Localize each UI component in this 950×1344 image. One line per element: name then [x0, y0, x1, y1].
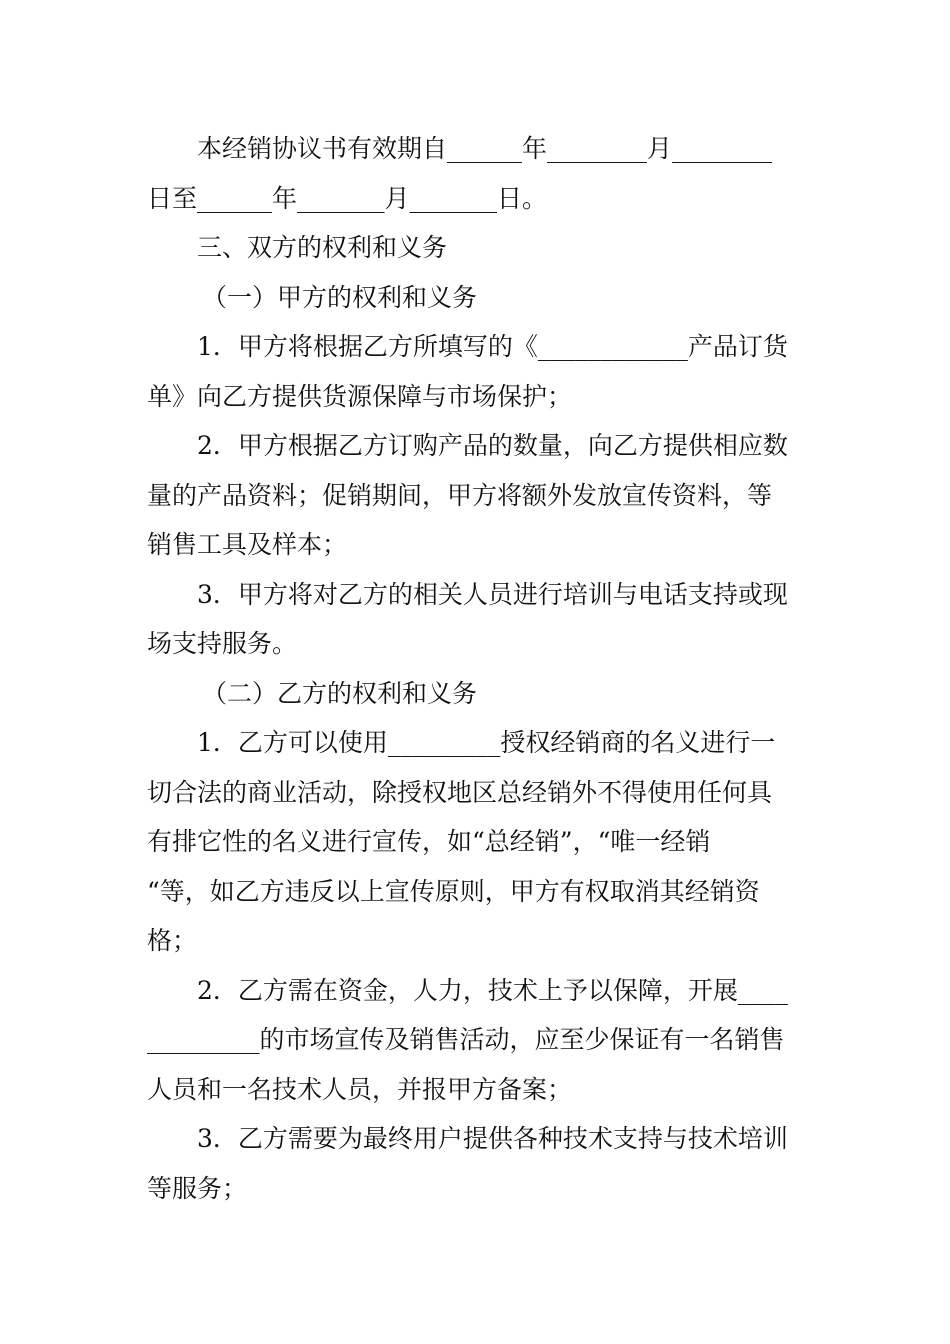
paragraph-a1	[147, 322, 807, 421]
text-line: 1．甲方将根据乙方所填写的《____________产品订货	[197, 332, 788, 361]
text-line: 单》向乙方提供货源保障与市场保护；	[147, 381, 573, 411]
text-line: 1．乙方可以使用_________授权经销商的名义进行一	[197, 728, 776, 757]
text-line: 等服务；	[147, 1173, 248, 1203]
subsection-heading-party-b	[147, 669, 807, 719]
text-line: 格；	[147, 926, 198, 955]
text-line: _________的市场宣传及销售活动，应至少保证有一名销售	[147, 1025, 785, 1054]
text-line: 2．乙方需在资金，人力，技术上予以保障，开展____	[197, 975, 788, 1005]
text-line: 日至______年_______月_______日。	[147, 183, 548, 213]
text-line: 三、双方的权利和义务	[197, 233, 448, 262]
text-line: 有排它性的名义进行宣传，如“总经销”，“唯一经销	[147, 827, 711, 856]
text-line: 3．甲方将对乙方的相关人员进行培训与电话支持或现	[197, 579, 788, 609]
text-line: 场支持服务。	[147, 629, 298, 658]
paragraph-a3	[147, 570, 807, 669]
text-line: （一）甲方的权利和义务	[202, 282, 478, 312]
document-page	[147, 124, 807, 1213]
subsection-heading-party-a	[147, 273, 807, 323]
paragraph-b1	[147, 718, 807, 966]
text-line: （二）乙方的权利和义务	[202, 678, 478, 708]
text-line: 本经销协议书有效期自______年________月________	[197, 134, 773, 163]
text-line: 2．甲方根据乙方订购产品的数量，向乙方提供相应数	[197, 431, 788, 460]
text-line: 人员和一名技术人员，并报甲方备案；	[147, 1074, 573, 1104]
paragraph-b2	[147, 966, 807, 1115]
text-line: 量的产品资料；促销期间，甲方将额外发放宣传资料，等	[147, 480, 773, 510]
paragraph-a2	[147, 421, 807, 570]
text-line: 销售工具及样本；	[147, 530, 348, 559]
text-line: “等，如乙方违反以上宣传原则，甲方有权取消其经销资	[147, 876, 760, 906]
section-heading-rights	[147, 223, 807, 273]
paragraph-validity	[147, 124, 807, 223]
text-line: 3．乙方需要为最终用户提供各种技术支持与技术培训	[197, 1124, 788, 1153]
text-line: 切合法的商业活动，除授权地区总经销外不得使用任何具	[147, 777, 773, 807]
paragraph-b3	[147, 1114, 807, 1213]
